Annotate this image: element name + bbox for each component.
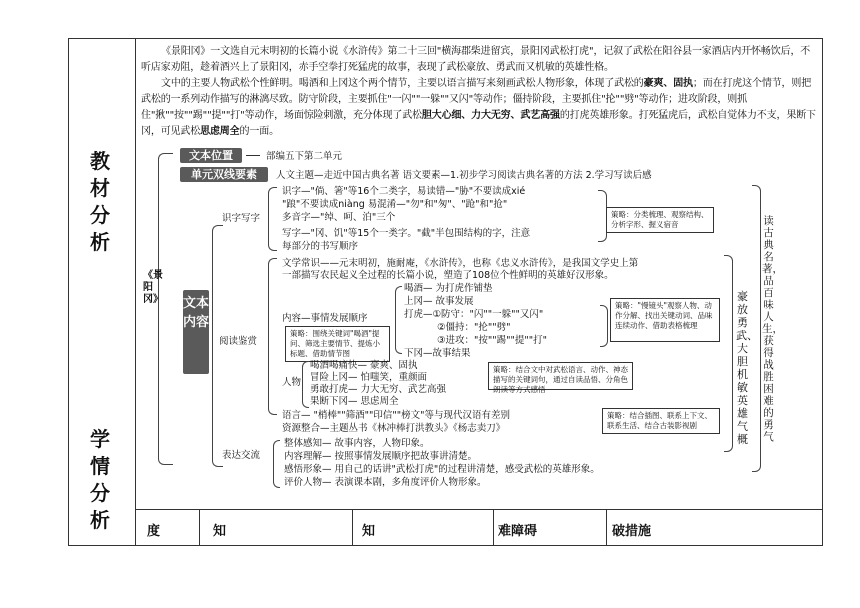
biaoda-line-4: 评价人物— 表演课本剧，多角度评价人物形象。 bbox=[284, 477, 487, 488]
zici-line-3: 多音字—"绰、呵、泊"三个 bbox=[282, 212, 396, 223]
plot-line-4: ②僵持："抡""劈" bbox=[437, 322, 511, 333]
zici-brace bbox=[268, 187, 277, 251]
bottom-sep bbox=[493, 509, 494, 546]
biaoda-line-1: 整体感知— 故事内容，人物印象。 bbox=[284, 438, 430, 449]
dahu-right-brace bbox=[600, 305, 608, 347]
bottom-cell-4: 难障碍 bbox=[498, 524, 538, 539]
intro-text-span: ；而在打虎这个情节，则把武松的一系列动作描写的淋漓尽致。防守阶段，主要抓住"一闪""一躲""又闪"等动作；僵持阶段，主要抓住"抡""劈"等动作；进攻阶段，则抓住"揪""按""踢""提""打"等动作，场面惊险刺激，充分体现了武松 bbox=[141, 78, 812, 121]
main-brace bbox=[158, 153, 173, 465]
person-brace bbox=[302, 361, 309, 408]
label-yuedu-jianshang: 阅读鉴赏 bbox=[219, 336, 258, 347]
summary-hero: 豪放勇武、大胆机敏英雄气概 bbox=[736, 290, 758, 446]
person-line-1: 喝酒喝痛快— 豪爽、固执 bbox=[310, 360, 418, 371]
plot-line-6: 下冈—故事结果 bbox=[404, 348, 471, 359]
bottom-sep bbox=[352, 509, 353, 546]
yuedu-resources: 资源整合—主题丛书《林冲棒打洪教头》《杨志卖刀》 bbox=[282, 423, 506, 434]
plot-line-5: ③进攻："按""踢""提""打" bbox=[437, 335, 547, 346]
resources-strategy: 策略：结合插图、联系上下文、联系生活、结合古装影视剧 bbox=[602, 408, 720, 434]
dahu-strategy: 策略："慢镜头"观察人物、动作分解、找出关键动词、品味连续动作、借助表格梳理 bbox=[610, 298, 720, 342]
yuedu-brace bbox=[268, 258, 277, 415]
yuedu-language: 语言— "梢棒""筛酒""印信""榜文"等与现代汉语有差别 bbox=[282, 410, 510, 421]
yuedu-common-2: 一部描写农民起义全过程的长篇小说，塑造了108位个性鲜明的英雄好汉形象。 bbox=[282, 270, 614, 281]
person-strategy: 策略：结合文中对武松语言、动作、神态描写的关键词句，通过自读品悟、分角色朗读等方式感悟 bbox=[488, 362, 633, 390]
person-line-4: 果断下冈— 思虑周全 bbox=[310, 396, 399, 407]
bottom-cell-2: 知 bbox=[213, 524, 227, 539]
right-brace-far bbox=[752, 185, 761, 472]
plot-brace bbox=[395, 286, 402, 354]
label-dual-elements: 单元双线要素 bbox=[180, 167, 268, 182]
column-divider bbox=[135, 38, 136, 546]
right-brace-mid bbox=[724, 255, 733, 452]
zici-line-1: 识字—"倘、箸"等16个二类字，易读错—"胁"不要读成xié bbox=[282, 186, 526, 197]
person-line-3: 勇敢打虎— 力大无穷、武艺高强 bbox=[310, 384, 447, 395]
bottom-sep bbox=[199, 509, 200, 546]
label-text-content: 文本内容 bbox=[183, 290, 209, 374]
bottom-sep bbox=[606, 509, 607, 546]
zici-line-4: 写字—"冈、饥"等15个一类字。"截"半包围结构的字，注意 bbox=[282, 228, 531, 239]
yuedu-common-1: 文学常识——元末明初，施耐庵，《水浒传》，也称《忠义水浒传》，是我国文学史上第 bbox=[282, 258, 639, 269]
label-person: 人物 bbox=[282, 377, 302, 388]
title-vertical: 《景阳冈》 bbox=[143, 270, 163, 305]
label-xueqing-fenxi: 学情分析 bbox=[90, 427, 110, 532]
intro-text-span: 的打虎英雄形象。打死猛虎后，武松自觉体力不支，果断下冈，可见武松 bbox=[141, 110, 816, 137]
person-line-2: 冒险上冈— 怕嗤笑，重颜面 bbox=[310, 372, 428, 383]
bottom-cell-5: 破措施 bbox=[612, 524, 652, 539]
zici-line-5: 每部分的书写顺序 bbox=[282, 241, 359, 252]
label-text-position: 文本位置 bbox=[180, 148, 242, 163]
plot-strategy: 策略：围绕关键词"喝酒"提问、筛选主要情节、提炼小标题、借助情节图 bbox=[285, 326, 390, 362]
zici-line-2: "踉"不要读成niàng 易混淆—"勿"和"匆"、"跄"和"抢" bbox=[282, 199, 508, 210]
intro-text bbox=[141, 44, 817, 140]
intro-bold: 豪爽、固执 bbox=[643, 78, 693, 89]
zici-strategy: 策略：分类梳理、观察结构、分析字形、握义宿音 bbox=[606, 207, 714, 233]
label-biaoda-jiaoliu: 表达交流 bbox=[222, 450, 261, 461]
bottom-cell-3: 知 bbox=[362, 524, 376, 539]
dual-elements-value: 人文主题—走近中国古典名著 语文要素—1.初步学习阅读古典名著的方法 2.学习写读后感 bbox=[276, 170, 652, 181]
biaoda-line-2: 内容理解— 按照事情发展顺序把故事讲清楚。 bbox=[284, 451, 478, 462]
intro-text-span: 的一面。 bbox=[239, 126, 279, 137]
label-shizi-xiezi: 识字写字 bbox=[222, 213, 261, 224]
intro-bold: 胆大心细、力大无穷、武艺高强 bbox=[421, 110, 560, 121]
text-position-value: 部编五下第二单元 bbox=[266, 151, 343, 162]
plot-line-3: 打虎—①防守："闪""一躲""又闪" bbox=[404, 309, 544, 320]
intro-text-span: 文中的主要人物武松个性鲜明。喝酒和上冈这个两个情节，主要以语言描写来刻画武松人物形象，体现了武松的 bbox=[161, 78, 644, 89]
label-plot-order: 内容—事情发展顺序 bbox=[282, 313, 368, 324]
biaoda-brace bbox=[273, 440, 280, 488]
plot-line-2: 上冈— 故事发展 bbox=[404, 296, 474, 307]
connector bbox=[246, 155, 260, 156]
biaoda-line-3: 感悟形象— 用自己的话讲"武松打虎"的过程讲清楚，感受武松的英雄形象。 bbox=[284, 464, 600, 475]
bottom-row-top bbox=[135, 509, 823, 510]
intro-paragraph-1: 《景阳冈》一文选自元末明初的长篇小说《水浒传》第二十三回"横海郡柴进留宾，景阳冈武松打虎"，记叙了武松在阳谷县一家酒店内开怀畅饮后，不听店家劝阻，趁着酒兴上了景阳冈，赤手空拳打死猛虎的故事，表现了武松豪放、勇武而又机敏的英雄性格。 bbox=[141, 46, 811, 73]
intro-paragraph-2 bbox=[141, 76, 817, 140]
intro-bold: 思虑周全 bbox=[200, 126, 240, 137]
plot-line-1: 喝酒— 为打虎作铺垫 bbox=[404, 283, 493, 294]
label-jiaocai-fenxi: 教材分析 bbox=[90, 149, 110, 254]
summary-classics: 读古典名著，品百味人生，获得战胜困难的勇气 bbox=[762, 215, 783, 443]
bottom-cell-1: 度 bbox=[147, 524, 161, 539]
